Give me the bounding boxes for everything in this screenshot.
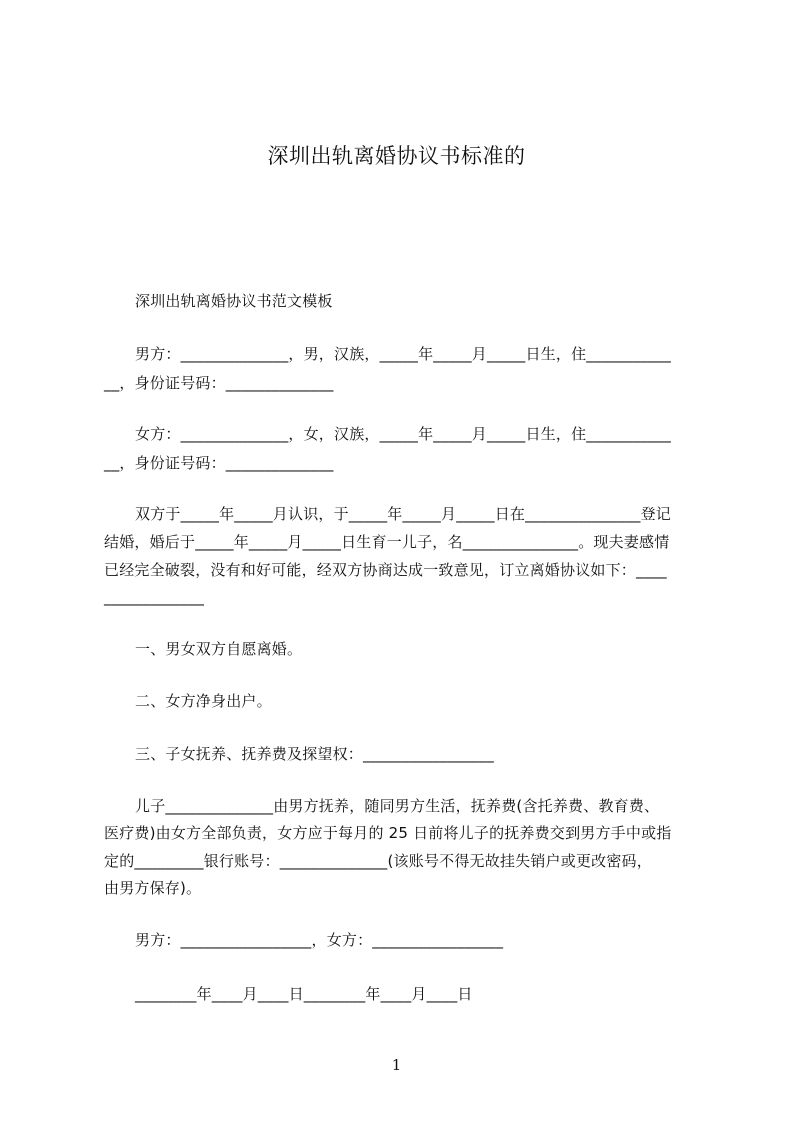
clause-3: 三、子女抚养、抚养费及探望权：_________________ [135,745,494,763]
date-line: ________年____月____日________年____月____日 [135,985,473,1003]
clause-2: 二、女方净身出户。 [135,692,272,710]
intro-line-1: 双方于_____年_____月认识，于_____年_____月_____日在_______________登记 [135,505,672,523]
template-subtitle: 深圳出轨离婚协议书范文模板 [135,292,333,310]
intro-line-3: 已经完全破裂，没有和好可能，经双方协商达成一致意见，订立离婚协议如下：____ [104,561,667,579]
child-custody-line-4: 由男方保存)。 [104,879,202,897]
intro-line-4: _____________ [104,588,205,606]
intro-line-2: 结婚，婚后于_____年_____月_____日生育一儿子，名_______________。现夫妻感情 [104,533,670,551]
child-custody-line-1: 儿子______________由男方抚养，随同男方生活，抚养费(含托养费、教育费、 [135,797,660,815]
man-info-line-2: __，身份证号码：______________ [104,374,334,392]
man-info-line-1: 男方：______________，男，汉族，_____年_____月_____日生，住___________ [135,345,672,363]
child-custody-line-3: 定的_________银行账号：______________(该账号不得无故挂失销户或更改密码， [104,852,652,870]
signature-line: 男方：_________________，女方：_________________ [135,931,504,949]
woman-info-line-1: 女方：______________，女，汉族，_____年_____月_____日生，住___________ [135,425,672,443]
woman-info-line-2: __，身份证号码：______________ [104,454,334,472]
page-number: 1 [391,1056,402,1074]
document-title: 深圳出轨离婚协议书标准的 [267,144,526,168]
child-custody-line-2: 医疗费)由女方全部负责，女方应于每月的 25 日前将儿子的抚养费交到男方手中或指 [104,824,672,842]
clause-1: 一、男女双方自愿离婚。 [135,640,303,658]
